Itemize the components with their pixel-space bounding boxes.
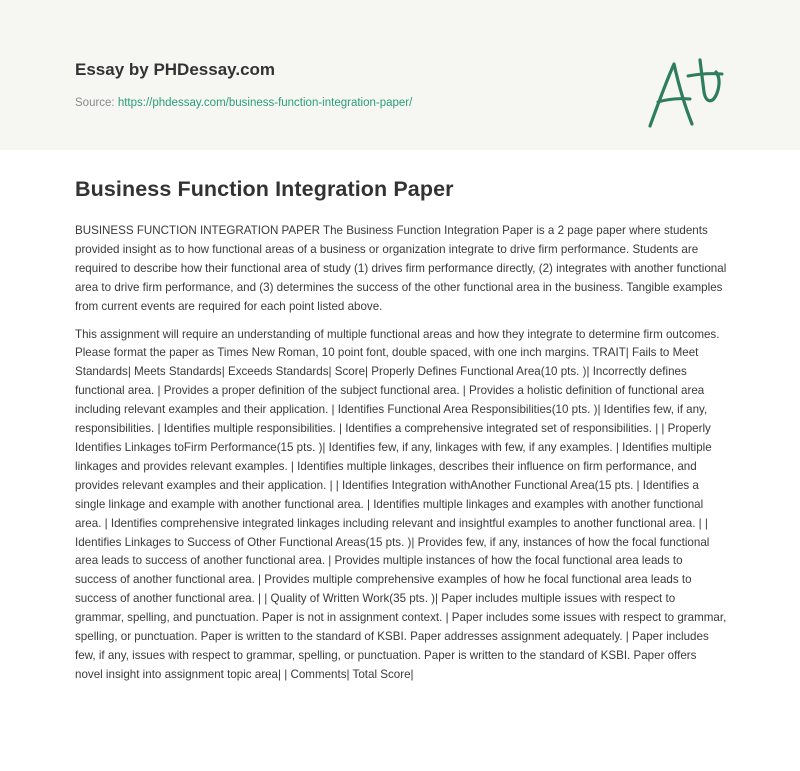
a-plus-logo-icon	[640, 52, 726, 132]
paragraph: This assignment will require an understanding of multiple functional areas and how they integrate to determine firm outcomes. Please format the paper as Times New Roman, 10 point font, double spaced, with one inch margins. TRAIT| Fails to Meet Standards| Meets Standards| Exceeds Standards| Score| Properly Defines Functional Area(10 pts. )| Incorrectly defines functional area. | Provides a proper definition of the subject functional area. | Provides a holistic definition of functional area including relevant examples and their application. | Identifies Functional Area Responsibilities(10 pts. )| Identifies few, if any, responsibilities. | Identifies multiple responsibilities. | Identifies a comprehensive integrated set of responsibilities. | | Properly Identifies Linkages toFirm Performance(15 pts. )| Identifies few, if any, linkages with few, if any examples. | Identifies multiple linkages and provides relevant examples. | Identifies multiple linkages, describes their influence on firm performance, and provides relevant examples and their application. | | Identifies Integration withAnother Functional Area(15 pts. | Identifies a single linkage and example with another functional area. | Identifies multiple linkages and examples with another functional area. | Identifies comprehensive integrated linkages including relevant and insightful examples to another functional area. | | Identifies Linkages to Success of Other Functional Areas(15 pts. )| Provides few, if any, instances of how the focal functional area leads to success of another functional area. | Provides multiple instances of how the focal functional area leads to success of another functional area. | Provides multiple comprehensive examples of how he focal functional area leads to success of another functional area. | | Quality of Written Work(35 pts. )| Paper includes multiple issues with respect to grammar, spelling, and punctuation. Paper is not in assignment context. | Paper includes some issues with respect to grammar, spelling, or punctuation. Paper is written to the standard of KSBI. Paper addresses assignment adequately. | Paper includes few, if any, issues with respect to grammar, spelling, or punctuation. Paper is written to the standard of KSBI. Paper offers novel insight into assignment topic area| | Comments| Total Score|	[75, 327, 727, 681]
article-body	[75, 222, 727, 694]
source-line	[75, 97, 412, 109]
page-title: Business Function Integration Paper	[75, 177, 454, 201]
header-banner	[0, 0, 800, 150]
paragraph: BUSINESS FUNCTION INTEGRATION PAPER The Business Function Integration Paper is a 2 page paper where students provided insight as to how functional areas of a business or organization integrate to drive firm performance. Students are required to describe how their functional area of study (1) drives firm performance directly, (2) integrates with another functional area to drive firm performance, and (3) determines the success of the other functional area in the business. Tangible examples from current events are required for each point listed above.	[75, 224, 727, 313]
site-title: Essay by PHDessay.com	[75, 60, 276, 79]
source-label: Source:	[75, 97, 115, 109]
source-link[interactable]: https://phdessay.com/business-function-integration-paper/	[117, 97, 413, 109]
